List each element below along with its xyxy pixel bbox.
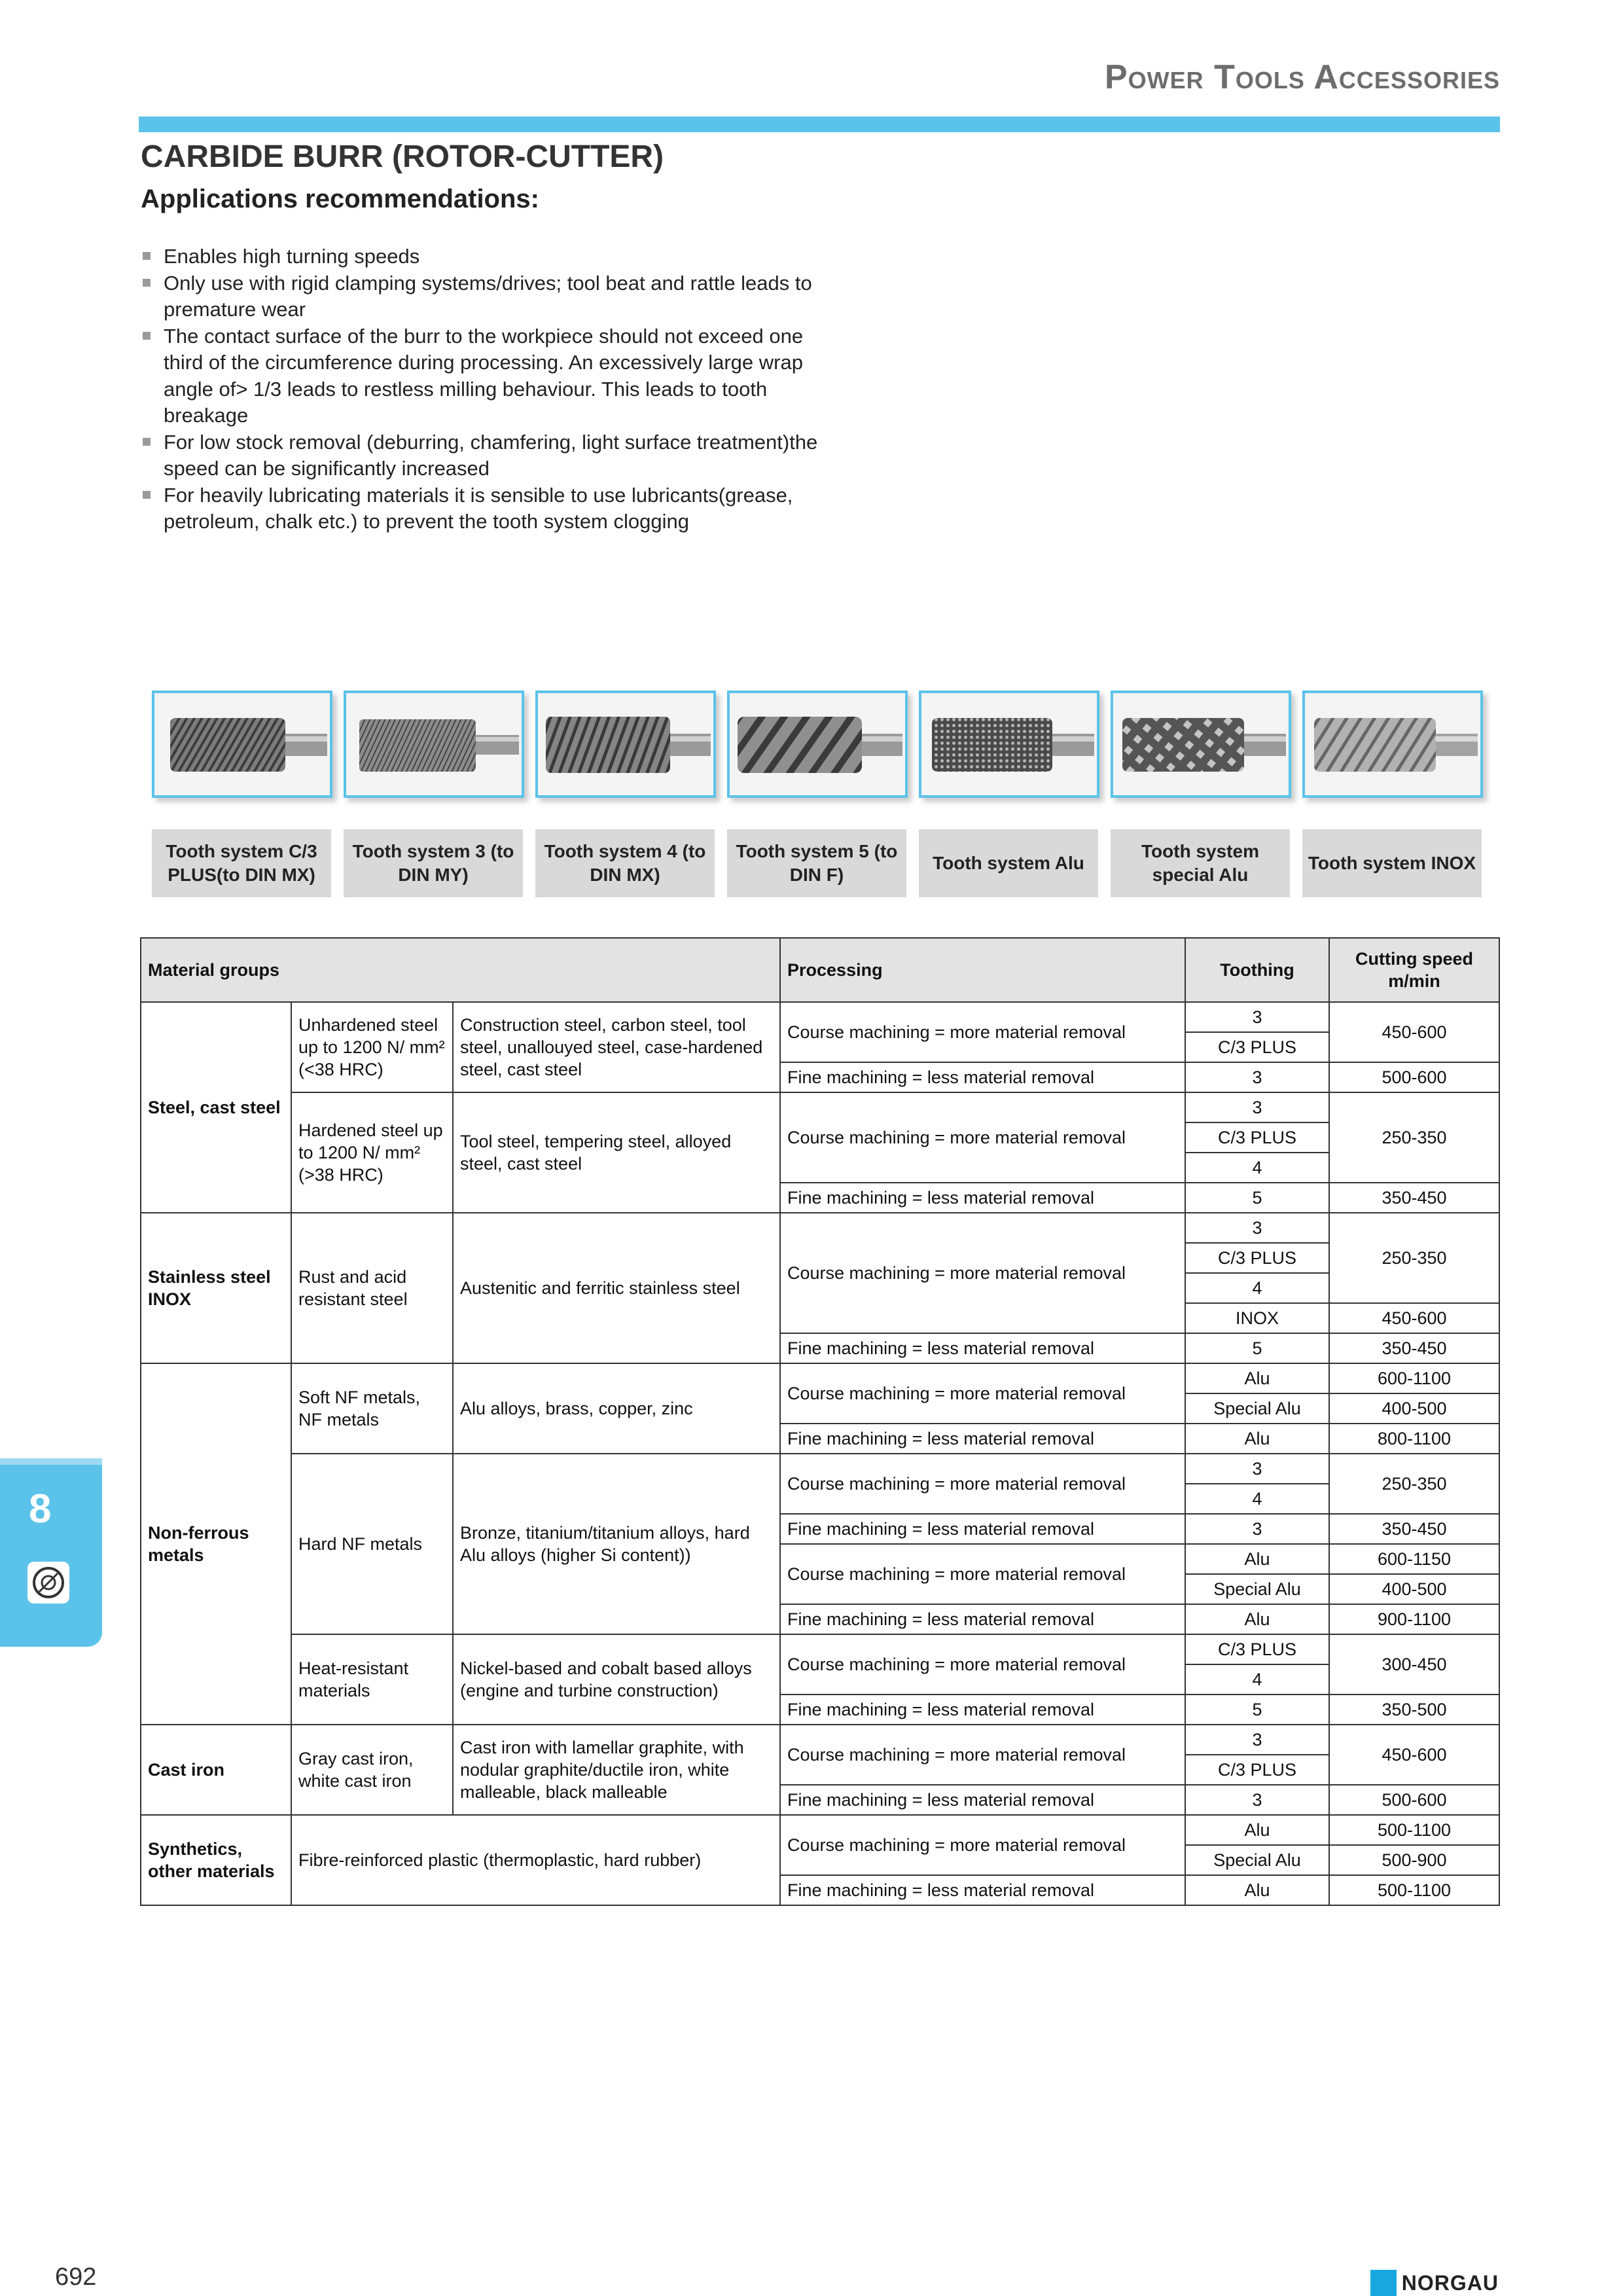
speed-cell: 250-350 — [1329, 1454, 1499, 1514]
toothing-cell: INOX — [1185, 1303, 1329, 1333]
list-item: Enables high turning speeds — [143, 243, 836, 270]
toothing-cell: 3 — [1185, 1062, 1329, 1092]
tooth-system-label: Tooth system 4 (to DIN MX) — [535, 829, 715, 897]
processing-cell: Course machining = more material removal — [780, 1544, 1185, 1604]
toothing-cell: 3 — [1185, 1725, 1329, 1755]
burr-photo — [344, 691, 524, 798]
toothing-cell: C/3 PLUS — [1185, 1243, 1329, 1273]
table-row — [141, 1815, 1499, 1845]
tooth-system-card — [344, 691, 524, 897]
example-cell: Construction steel, carbon steel, tool steel, unallouyed steel, case-hardened steel, cast steel — [453, 1002, 780, 1092]
toothing-cell: C/3 PLUS — [1185, 1122, 1329, 1153]
burr-photo — [1111, 691, 1291, 798]
toothing-cell: 5 — [1185, 1183, 1329, 1213]
table-row — [141, 1213, 1499, 1243]
tooth-system-card — [919, 691, 1099, 897]
section-title: Power Tools Accessories — [1104, 58, 1500, 96]
speed-cell: 450-600 — [1329, 1725, 1499, 1785]
toothing-cell: 4 — [1185, 1484, 1329, 1514]
toothing-cell: C/3 PLUS — [1185, 1032, 1329, 1062]
toothing-cell: Alu — [1185, 1604, 1329, 1634]
speed-cell: 300-450 — [1329, 1634, 1499, 1695]
speed-cell: 250-350 — [1329, 1213, 1499, 1303]
tooth-system-card — [535, 691, 716, 897]
speed-cell: 500-900 — [1329, 1845, 1499, 1875]
burr-photo — [1302, 691, 1483, 798]
header-toothing: Toothing — [1185, 938, 1329, 1002]
speed-cell: 400-500 — [1329, 1393, 1499, 1424]
processing-cell: Fine machining = less material removal — [780, 1695, 1185, 1725]
tooth-system-gallery — [152, 691, 1493, 900]
toothing-cell: 5 — [1185, 1333, 1329, 1363]
processing-cell: Fine machining = less material removal — [780, 1062, 1185, 1092]
toothing-cell: Special Alu — [1185, 1574, 1329, 1604]
brand-name: NORGAU — [1401, 2270, 1499, 2295]
subgroup-cell: Rust and acid resistant steel — [291, 1213, 453, 1363]
toothing-cell: 5 — [1185, 1695, 1329, 1725]
table-row — [141, 1092, 1499, 1122]
bullet-square-icon — [143, 332, 151, 340]
speed-cell: 900-1100 — [1329, 1604, 1499, 1634]
toothing-cell: 3 — [1185, 1454, 1329, 1484]
example-cell: Austenitic and ferritic stainless steel — [453, 1213, 780, 1363]
grinding-disc-icon — [27, 1562, 69, 1604]
table-row — [141, 1002, 1499, 1032]
toothing-cell: C/3 PLUS — [1185, 1755, 1329, 1785]
chapter-number: 8 — [29, 1486, 52, 1532]
toothing-cell: Alu — [1185, 1875, 1329, 1905]
tooth-system-label: Tooth system special Alu — [1111, 829, 1290, 897]
bullet-square-icon — [143, 491, 151, 499]
processing-cell: Course machining = more material removal — [780, 1213, 1185, 1333]
header-material-groups: Material groups — [141, 938, 780, 1002]
burr-photo — [152, 691, 332, 798]
table-row — [141, 1634, 1499, 1664]
tooth-system-card — [1302, 691, 1483, 897]
processing-cell: Course machining = more material removal — [780, 1815, 1185, 1875]
group-cell: Cast iron — [141, 1725, 291, 1815]
tooth-system-label: Tooth system 5 (to DIN F) — [727, 829, 906, 897]
toothing-cell: 4 — [1185, 1664, 1329, 1695]
speed-cell: 450-600 — [1329, 1002, 1499, 1062]
bullet-square-icon — [143, 279, 151, 287]
processing-cell: Fine machining = less material removal — [780, 1333, 1185, 1363]
subgroup-cell: Unhardened steel up to 1200 N/ mm² (<38 HRC) — [291, 1002, 453, 1092]
processing-cell: Course machining = more material removal — [780, 1634, 1185, 1695]
group-cell: Stainless steel INOX — [141, 1213, 291, 1363]
processing-cell: Course machining = more material removal — [780, 1725, 1185, 1785]
table-row — [141, 1725, 1499, 1755]
tooth-system-card — [727, 691, 908, 897]
toothing-cell: 3 — [1185, 1213, 1329, 1243]
tooth-system-label: Tooth system 3 (to DIN MY) — [344, 829, 523, 897]
toothing-cell: C/3 PLUS — [1185, 1634, 1329, 1664]
header-cutting-speed: Cutting speed m/min — [1329, 938, 1499, 1002]
toothing-cell: Alu — [1185, 1815, 1329, 1845]
table-row — [141, 1454, 1499, 1484]
toothing-cell: 3 — [1185, 1002, 1329, 1032]
toothing-cell: 3 — [1185, 1514, 1329, 1544]
processing-cell: Fine machining = less material removal — [780, 1604, 1185, 1634]
speed-cell: 500-600 — [1329, 1062, 1499, 1092]
header-accent-bar — [139, 117, 1500, 132]
processing-cell: Course machining = more material removal — [780, 1454, 1185, 1514]
application-table — [140, 937, 1500, 1906]
speed-cell: 350-450 — [1329, 1183, 1499, 1213]
toothing-cell: Alu — [1185, 1544, 1329, 1574]
header-processing: Processing — [780, 938, 1185, 1002]
list-item: The contact surface of the burr to the workpiece should not exceed one third of the circumference during processing. An excessively large wrap angle of> 1/3 leads to restless milling behaviour. This leads to tooth breakage — [143, 323, 836, 429]
example-cell: Tool steel, tempering steel, alloyed steel, cast steel — [453, 1092, 780, 1213]
subgroup-cell: Hard NF metals — [291, 1454, 453, 1634]
brand-square-icon — [1370, 2270, 1397, 2296]
speed-cell: 800-1100 — [1329, 1424, 1499, 1454]
recommendations-list — [143, 243, 836, 535]
processing-cell: Fine machining = less material removal — [780, 1424, 1185, 1454]
processing-cell: Course machining = more material removal — [780, 1002, 1185, 1062]
subgroup-cell: Fibre-reinforced plastic (thermoplastic, hard rubber) — [291, 1815, 780, 1905]
processing-cell: Fine machining = less material removal — [780, 1514, 1185, 1544]
toothing-cell: 3 — [1185, 1785, 1329, 1815]
toothing-cell: Alu — [1185, 1363, 1329, 1393]
tooth-system-label: Tooth system INOX — [1302, 829, 1482, 897]
speed-cell: 500-600 — [1329, 1785, 1499, 1815]
toothing-cell: 4 — [1185, 1153, 1329, 1183]
chapter-tab[interactable] — [0, 1458, 102, 1647]
group-cell: Non-ferrous metals — [141, 1363, 291, 1725]
speed-cell: 450-600 — [1329, 1303, 1499, 1333]
speed-cell: 350-450 — [1329, 1333, 1499, 1363]
burr-photo — [535, 691, 716, 798]
example-cell: Bronze, titanium/titanium alloys, hard Alu alloys (higher Si content)) — [453, 1454, 780, 1634]
tooth-system-label: Tooth system C/3 PLUS(to DIN MX) — [152, 829, 331, 897]
brand-logo — [1370, 2270, 1499, 2296]
page-title: CARBIDE BURR (ROTOR-CUTTER) — [141, 139, 664, 174]
example-cell: Cast iron with lamellar graphite, with nodular graphite/ductile iron, white malleable, black malleable — [453, 1725, 780, 1815]
speed-cell: 250-350 — [1329, 1092, 1499, 1183]
subgroup-cell: Heat-resistant materials — [291, 1634, 453, 1725]
tooth-system-card — [152, 691, 332, 897]
speed-cell: 350-450 — [1329, 1514, 1499, 1544]
processing-cell: Course machining = more material removal — [780, 1363, 1185, 1424]
speed-cell: 500-1100 — [1329, 1875, 1499, 1905]
toothing-cell: 4 — [1185, 1273, 1329, 1303]
example-cell: Nickel-based and cobalt based alloys (engine and turbine construction) — [453, 1634, 780, 1725]
processing-cell: Course machining = more material removal — [780, 1092, 1185, 1183]
speed-cell: 500-1100 — [1329, 1815, 1499, 1845]
speed-cell: 350-500 — [1329, 1695, 1499, 1725]
burr-photo — [919, 691, 1099, 798]
group-cell: Synthetics, other materials — [141, 1815, 291, 1905]
example-cell: Alu alloys, brass, copper, zinc — [453, 1363, 780, 1454]
bullet-square-icon — [143, 252, 151, 260]
subgroup-cell: Soft NF metals, NF metals — [291, 1363, 453, 1454]
speed-cell: 600-1100 — [1329, 1363, 1499, 1393]
speed-cell: 600-1150 — [1329, 1544, 1499, 1574]
subgroup-cell: Gray cast iron, white cast iron — [291, 1725, 453, 1815]
tooth-system-card — [1111, 691, 1291, 897]
toothing-cell: Alu — [1185, 1424, 1329, 1454]
chapter-tab-strip — [0, 1458, 102, 1465]
subtitle: Applications recommendations: — [141, 185, 539, 213]
speed-cell: 400-500 — [1329, 1574, 1499, 1604]
list-item: Only use with rigid clamping systems/drives; tool beat and rattle leads to premature wear — [143, 270, 836, 323]
toothing-cell: Special Alu — [1185, 1393, 1329, 1424]
burr-photo — [727, 691, 908, 798]
bullet-square-icon — [143, 438, 151, 446]
table-row — [141, 1363, 1499, 1393]
processing-cell: Fine machining = less material removal — [780, 1875, 1185, 1905]
subgroup-cell: Hardened steel up to 1200 N/ mm² (>38 HRC) — [291, 1092, 453, 1213]
group-cell: Steel, cast steel — [141, 1002, 291, 1213]
processing-cell: Fine machining = less material removal — [780, 1183, 1185, 1213]
list-item: For heavily lubricating materials it is sensible to use lubricants(grease, petroleum, chalk etc.) to prevent the tooth system clogging — [143, 482, 836, 535]
list-item: For low stock removal (deburring, chamfering, light surface treatment)the speed can be significantly increased — [143, 429, 836, 482]
page-number: 692 — [55, 2263, 97, 2291]
processing-cell: Fine machining = less material removal — [780, 1785, 1185, 1815]
tooth-system-label: Tooth system Alu — [919, 829, 1098, 897]
toothing-cell: Special Alu — [1185, 1845, 1329, 1875]
table-header-row — [141, 938, 1499, 1002]
toothing-cell: 3 — [1185, 1092, 1329, 1122]
